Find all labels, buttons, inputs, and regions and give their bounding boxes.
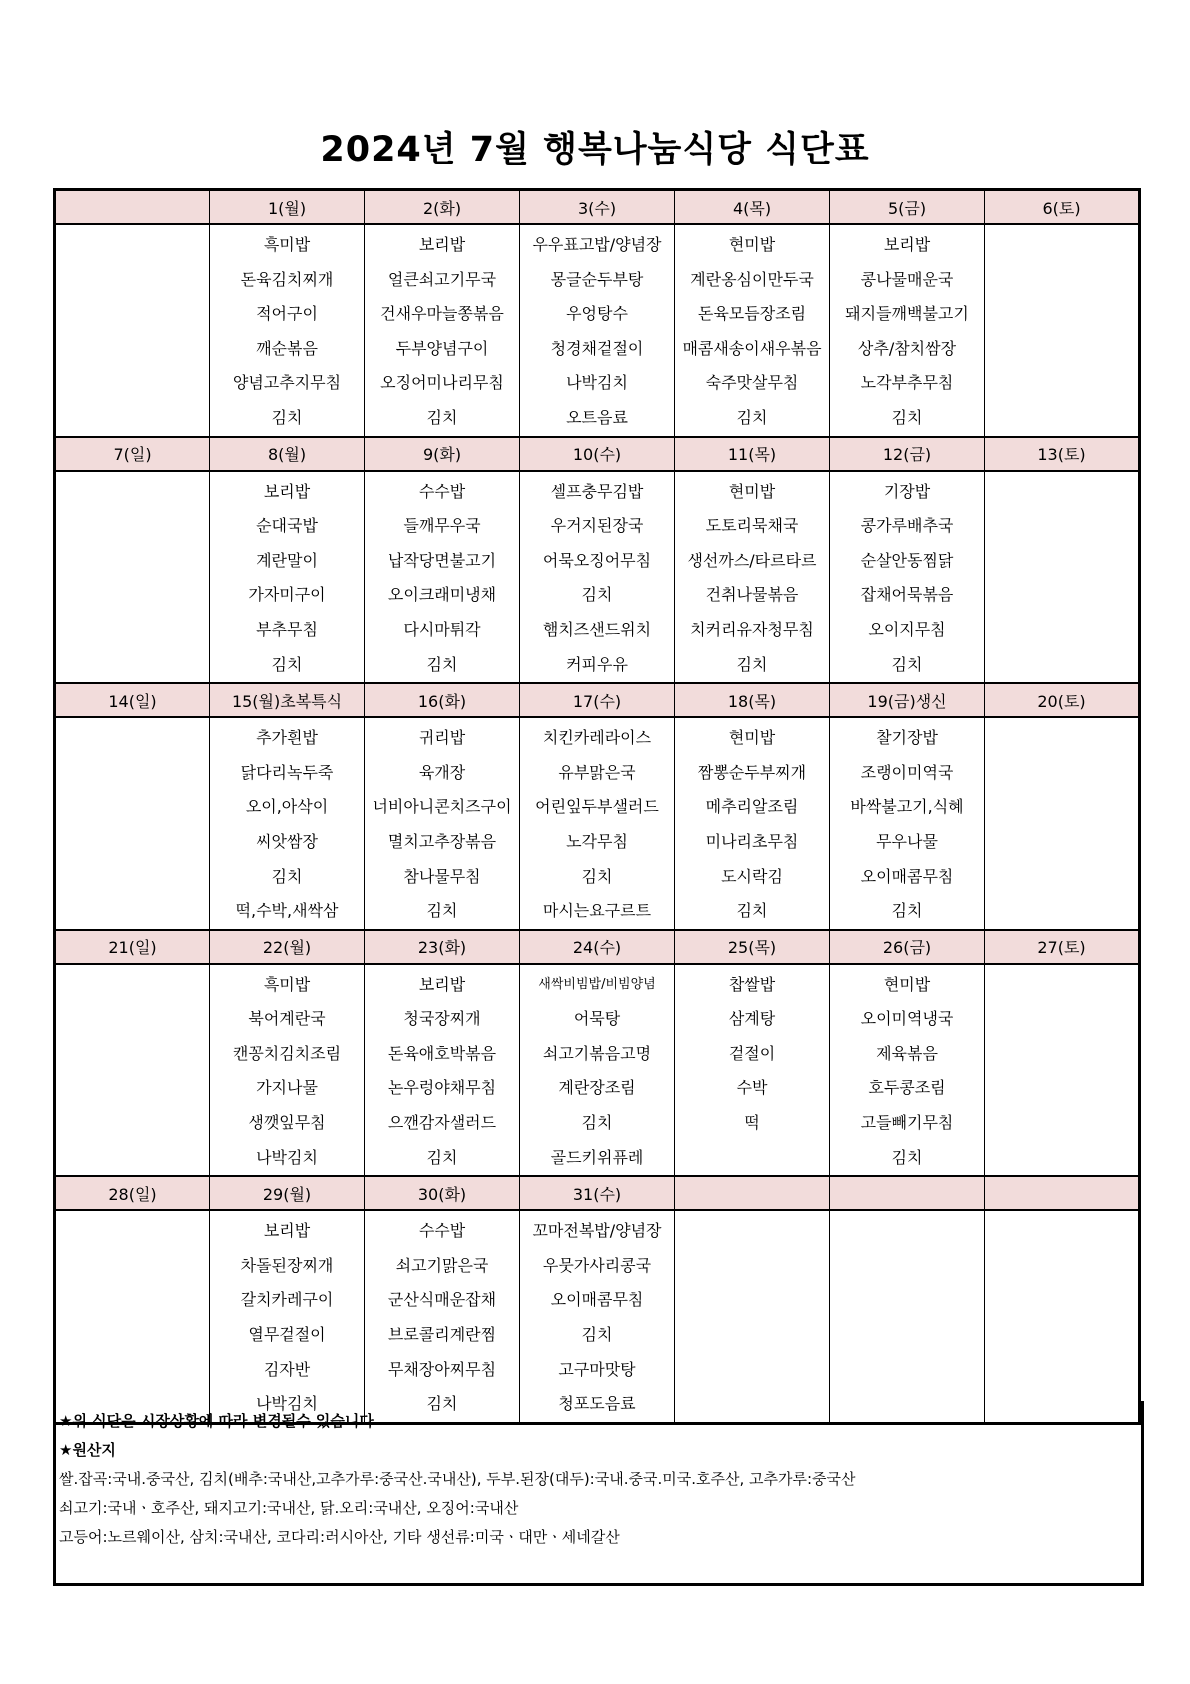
menu-item (675, 1214, 829, 1249)
menu-item (985, 1249, 1138, 1284)
menu-item: 무채장아찌무침 (387, 1359, 497, 1379)
menu-item: 김치 (581, 1113, 613, 1133)
menu-item: 치킨카레라이스 (542, 728, 652, 748)
menu-item: 수수밥 (418, 1221, 466, 1241)
menu-item: 오이지무침 (868, 619, 946, 639)
menu-item: 얼큰쇠고기무국 (387, 269, 497, 289)
menu-item (56, 297, 209, 332)
menu-item: 건취나물볶음 (705, 585, 799, 605)
menu-item (985, 968, 1138, 1003)
menu-item: 꼬마전복밥/양념장 (532, 1221, 662, 1241)
menu-item: 적어구이 (256, 304, 318, 324)
day-menu-cell (830, 964, 985, 1177)
menu-item: 부추무침 (256, 619, 318, 639)
day-menu-cell (520, 1210, 675, 1423)
menu-item: 생깻잎무침 (248, 1113, 326, 1133)
menu-item: 브로콜리계란찜 (387, 1325, 497, 1345)
menu-item: 수박 (736, 1078, 768, 1098)
menu-item: 멸치고추장볶음 (387, 831, 497, 851)
menu-item: 조랭이미역국 (860, 762, 954, 782)
menu-item: 차돌된장찌개 (240, 1255, 334, 1275)
menu-item (675, 1318, 829, 1353)
menu-item (830, 1318, 984, 1353)
day-label: 14(일) (55, 683, 210, 717)
day-label: 15(월)초복특식 (210, 683, 365, 717)
menu-item: 납작당면불고기 (387, 550, 497, 570)
menu-item: 찹쌀밥 (728, 974, 776, 994)
menu-item (675, 1141, 829, 1176)
menu-item: 돼지들깨백불고기 (845, 304, 969, 324)
notes-section (53, 1401, 1144, 1586)
day-label: 26(금) (830, 930, 985, 964)
menu-item: 김치 (426, 1147, 458, 1167)
menu-item: 다시마튀각 (403, 619, 481, 639)
menu-item: 현미밥 (728, 235, 776, 254)
menu-item: 나박김치 (256, 1147, 318, 1167)
menu-item: 골드키위퓨레 (550, 1147, 644, 1167)
menu-item (56, 894, 209, 929)
menu-item: 현미밥 (728, 728, 776, 748)
day-label: 31(수) (520, 1176, 675, 1210)
menu-item: 김치 (426, 654, 458, 674)
menu-item: 김치 (581, 866, 613, 886)
menu-item: 참나물무침 (403, 866, 481, 886)
menu-item (830, 1214, 984, 1249)
day-label: 13(토) (985, 437, 1140, 471)
menu-item: 깨순볶음 (256, 338, 318, 358)
menu-item: 김치 (271, 654, 303, 674)
menu-item: 계란장조림 (558, 1078, 636, 1098)
menu-item: 어묵오징어무침 (542, 550, 652, 570)
menu-item: 커피우유 (566, 654, 628, 674)
origin-line: 쇠고기:국내ㆍ호주산, 돼지고기:국내산, 닭.오리:국내산, 오징어:국내산 (59, 1499, 519, 1517)
menu-item: 김치 (581, 585, 613, 605)
menu-item (985, 756, 1138, 791)
menu-item (56, 1353, 209, 1388)
menu-item: 호두콩조림 (868, 1078, 946, 1098)
day-menu-cell (55, 471, 210, 684)
origin-title: ★원산지 (59, 1441, 116, 1459)
day-label: 19(금)생신 (830, 683, 985, 717)
menu-item (985, 648, 1138, 683)
menu-item: 돈육애호박볶음 (387, 1043, 497, 1063)
menu-item (985, 721, 1138, 756)
menu-item: 보리밥 (883, 235, 931, 254)
day-label: 7(일) (55, 437, 210, 471)
menu-item: 김치 (891, 901, 923, 921)
menu-item: 김치 (736, 407, 768, 427)
menu-item: 김치 (426, 901, 458, 921)
menu-item: 미나리초무침 (705, 831, 799, 851)
menu-item: 김치 (271, 407, 303, 427)
menu-item (56, 756, 209, 791)
day-menu-cell (365, 1210, 520, 1423)
day-menu-cell (985, 964, 1140, 1177)
menu-item (56, 544, 209, 579)
menu-item (985, 1037, 1138, 1072)
day-label (55, 190, 210, 225)
menu-item (56, 1037, 209, 1072)
day-label: 24(수) (520, 930, 675, 964)
menu-item (985, 1318, 1138, 1353)
day-menu-cell (675, 964, 830, 1177)
week-menu-row (55, 471, 1140, 684)
menu-item: 보리밥 (418, 235, 466, 254)
day-label: 11(목) (675, 437, 830, 471)
menu-item (675, 1353, 829, 1388)
menu-item (830, 1283, 984, 1318)
menu-item: 양념고추지무침 (232, 373, 342, 393)
menu-item: 어묵탕 (573, 1009, 621, 1029)
day-menu-cell (210, 1210, 365, 1423)
day-menu-cell (985, 1210, 1140, 1423)
origin-line: 쌀.잡곡:국내.중국산, 김치(배추:국내산,고추가루:중국산.국내산), 두부.된장(대두):국내.중국.미국.호주산, 고추가루:중국산 (59, 1470, 856, 1488)
menu-item (56, 401, 209, 436)
menu-item (985, 860, 1138, 895)
day-menu-cell (520, 964, 675, 1177)
day-label: 18(목) (675, 683, 830, 717)
menu-item: 마시는요구르트 (542, 901, 652, 921)
week-header-row (55, 190, 1140, 225)
day-label: 20(토) (985, 683, 1140, 717)
day-menu-cell (985, 471, 1140, 684)
day-menu-cell (210, 224, 365, 437)
day-label: 3(수) (520, 190, 675, 225)
menu-item: 김치 (736, 901, 768, 921)
menu-item: 오이,아삭이 (245, 797, 329, 817)
menu-item: 보리밥 (418, 974, 466, 994)
menu-item (56, 825, 209, 860)
menu-item (56, 613, 209, 648)
menu-item (56, 1318, 209, 1353)
menu-item (56, 475, 209, 510)
menu-item (985, 401, 1138, 436)
menu-item: 쇠고기볶음고명 (542, 1043, 652, 1063)
menu-item (56, 578, 209, 613)
menu-item (56, 509, 209, 544)
menu-item (985, 825, 1138, 860)
menu-item: 도시락김 (721, 866, 783, 886)
day-menu-cell (210, 717, 365, 930)
menu-item (985, 475, 1138, 510)
day-menu-cell (520, 471, 675, 684)
day-menu-cell (675, 1210, 830, 1423)
menu-item: 노각무침 (566, 831, 628, 851)
menu-item (830, 1249, 984, 1284)
menu-item: 가자미구이 (248, 585, 326, 605)
menu-item: 김자반 (263, 1359, 311, 1379)
notice-text: ★위 식단은 시장상황에 따라 변경될수 있습니다 (59, 1412, 374, 1430)
menu-item: 나박김치 (566, 373, 628, 393)
menu-item: 새싹비빔밥/비빔양념 (538, 976, 656, 992)
menu-item (675, 1283, 829, 1318)
menu-item: 우뭇가사리콩국 (542, 1255, 652, 1275)
menu-item: 짬뽕순두부찌개 (697, 762, 807, 782)
menu-item: 셀프충무김밥 (550, 481, 644, 501)
day-label: 2(화) (365, 190, 520, 225)
menu-item (56, 1249, 209, 1284)
page-title: 2024년 7월 행복나눔식당 식단표 (320, 130, 870, 170)
menu-item (985, 1214, 1138, 1249)
week-menu-row (55, 224, 1140, 437)
day-label: 6(토) (985, 190, 1140, 225)
menu-item (985, 1002, 1138, 1037)
day-menu-cell (830, 471, 985, 684)
day-menu-cell (55, 224, 210, 437)
day-menu-cell (55, 1210, 210, 1423)
menu-item (56, 228, 209, 263)
menu-item: 햄치즈샌드위치 (542, 619, 652, 639)
menu-item (830, 1353, 984, 1388)
day-menu-cell (55, 964, 210, 1177)
menu-item: 콩가루배추국 (860, 516, 954, 536)
menu-item (985, 332, 1138, 367)
menu-item: 청국장찌개 (403, 1009, 481, 1029)
menu-item (985, 1283, 1138, 1318)
menu-item: 잡채어묵볶음 (860, 585, 954, 605)
menu-item: 오징어미나리무침 (380, 373, 504, 393)
menu-item: 김치 (426, 407, 458, 427)
menu-item: 청포도음료 (558, 1394, 636, 1414)
day-menu-cell (830, 717, 985, 930)
menu-item: 김치 (891, 654, 923, 674)
day-menu-cell (675, 471, 830, 684)
day-label: 5(금) (830, 190, 985, 225)
menu-item: 메추리알조림 (705, 797, 799, 817)
menu-item: 매콤새송이새우볶음 (682, 338, 822, 358)
menu-item: 김치 (271, 866, 303, 886)
menu-item: 흑미밥 (263, 974, 311, 994)
menu-item: 닭다리녹두죽 (240, 762, 334, 782)
menu-item: 가지나물 (256, 1078, 318, 1098)
menu-item: 육개장 (418, 762, 466, 782)
menu-item: 청경채겉절이 (550, 338, 644, 358)
day-menu-cell (985, 717, 1140, 930)
menu-item: 갈치카레구이 (240, 1290, 334, 1310)
menu-item: 현미밥 (728, 481, 776, 501)
menu-item (675, 1249, 829, 1284)
menu-item: 오이미역냉국 (860, 1009, 954, 1029)
menu-item: 캔꽁치김치조림 (232, 1043, 342, 1063)
menu-item (985, 1353, 1138, 1388)
menu-item: 우엉탕수 (566, 304, 628, 324)
menu-item: 씨앗쌈장 (256, 831, 318, 851)
day-label (985, 1176, 1140, 1210)
menu-item: 들깨무우국 (403, 516, 481, 536)
menu-item (56, 968, 209, 1003)
menu-item: 치커리유자청무침 (690, 619, 814, 639)
menu-item (56, 648, 209, 683)
day-label: 1(월) (210, 190, 365, 225)
menu-item: 건새우마늘쫑볶음 (380, 304, 504, 324)
day-label: 27(토) (985, 930, 1140, 964)
menu-item (56, 1141, 209, 1176)
day-menu-cell (520, 717, 675, 930)
day-menu-cell (365, 224, 520, 437)
day-label: 8(월) (210, 437, 365, 471)
day-menu-cell (675, 717, 830, 930)
day-label (675, 1176, 830, 1210)
menu-item (985, 578, 1138, 613)
menu-item: 논우렁야채무침 (387, 1078, 497, 1098)
menu-item: 보리밥 (263, 481, 311, 501)
menu-item: 무우나물 (876, 831, 938, 851)
menu-item (985, 790, 1138, 825)
menu-item (56, 366, 209, 401)
menu-item: 북어계란국 (248, 1009, 326, 1029)
menu-item (985, 297, 1138, 332)
menu-item: 돈육김치찌개 (240, 269, 334, 289)
meal-plan-table (53, 188, 1141, 1425)
menu-item: 생선까스/타르타르 (687, 550, 817, 570)
menu-item: 찰기장밥 (876, 728, 938, 748)
menu-item (985, 613, 1138, 648)
day-menu-cell (210, 964, 365, 1177)
day-label: 17(수) (520, 683, 675, 717)
day-label: 25(목) (675, 930, 830, 964)
day-label: 30(화) (365, 1176, 520, 1210)
menu-item: 몽글순두부탕 (550, 269, 644, 289)
day-label: 28(일) (55, 1176, 210, 1210)
origin-line: 고등어:노르웨이산, 삼치:국내산, 코다리:러시아산, 기타 생선류:미국ㆍ대만ㆍ세네갈산 (59, 1528, 620, 1546)
menu-item: 순살안동찜닭 (860, 550, 954, 570)
menu-item: 수수밥 (418, 481, 466, 501)
day-label: 9(화) (365, 437, 520, 471)
day-label (830, 1176, 985, 1210)
day-menu-cell (985, 224, 1140, 437)
menu-item: 고구마맛탕 (558, 1359, 636, 1379)
week-header-row (55, 1176, 1140, 1210)
menu-item: 순대국밥 (256, 516, 318, 536)
menu-item (985, 228, 1138, 263)
menu-item: 열무겉절이 (248, 1325, 326, 1345)
menu-item: 상추/참치쌈장 (857, 338, 957, 358)
day-label: 16(화) (365, 683, 520, 717)
menu-item: 어린잎두부샐러드 (535, 797, 659, 817)
day-menu-cell (365, 717, 520, 930)
menu-item: 오트음료 (566, 407, 628, 427)
menu-item: 김치 (891, 1147, 923, 1167)
menu-item (56, 860, 209, 895)
day-label: 12(금) (830, 437, 985, 471)
week-menu-row (55, 717, 1140, 930)
menu-item: 고들빼기무침 (860, 1113, 954, 1133)
menu-item: 제육볶음 (876, 1043, 938, 1063)
menu-item (56, 1071, 209, 1106)
week-menu-row (55, 1210, 1140, 1423)
menu-item: 쇠고기맑은국 (395, 1255, 489, 1275)
menu-item: 오이매콤무침 (860, 866, 954, 886)
day-menu-cell (830, 1210, 985, 1423)
menu-item: 김치 (581, 1325, 613, 1345)
menu-item: 콩나물매운국 (860, 269, 954, 289)
menu-item (985, 366, 1138, 401)
menu-item (985, 1071, 1138, 1106)
day-menu-cell (210, 471, 365, 684)
menu-item: 추가흰밥 (256, 728, 318, 748)
menu-item: 나박김치 (256, 1394, 318, 1414)
menu-item: 너비아니콘치즈구이 (372, 797, 512, 817)
menu-item: 계란말이 (256, 550, 318, 570)
menu-item (985, 1141, 1138, 1176)
menu-item: 기장밥 (883, 481, 931, 501)
menu-item (985, 544, 1138, 579)
menu-item: 도토리묵채국 (705, 516, 799, 536)
week-header-row (55, 683, 1140, 717)
day-menu-cell (365, 964, 520, 1177)
menu-item: 떡 (744, 1113, 760, 1133)
menu-item: 돈육모듬장조림 (697, 304, 807, 324)
week-header-row (55, 437, 1140, 471)
day-label: 23(화) (365, 930, 520, 964)
menu-item: 오이크래미냉채 (387, 585, 497, 605)
menu-item: 군산식매운잡채 (387, 1290, 497, 1310)
menu-item (985, 894, 1138, 929)
menu-item: 두부양념구이 (395, 338, 489, 358)
menu-item (985, 1106, 1138, 1141)
menu-item (56, 1214, 209, 1249)
menu-item: 숙주맛살무침 (705, 373, 799, 393)
day-menu-cell (365, 471, 520, 684)
menu-item: 흑미밥 (263, 235, 311, 254)
menu-item: 계란옹심이만두국 (690, 269, 814, 289)
menu-item: 우우표고밥/양념장 (532, 235, 662, 254)
menu-item: 노각부추무침 (860, 373, 954, 393)
day-label: 22(월) (210, 930, 365, 964)
day-menu-cell (830, 224, 985, 437)
menu-item: 김치 (891, 407, 923, 427)
menu-item: 떡,수박,새싹삼 (235, 901, 339, 921)
menu-item (56, 790, 209, 825)
menu-item (56, 332, 209, 367)
week-header-row (55, 930, 1140, 964)
menu-item (56, 263, 209, 298)
menu-item (56, 721, 209, 756)
menu-item: 삼계탕 (728, 1009, 776, 1029)
menu-item: 겉절이 (728, 1043, 776, 1063)
menu-item: 유부맑은국 (558, 762, 636, 782)
menu-item (56, 1283, 209, 1318)
menu-item: 오이매콤무침 (550, 1290, 644, 1310)
menu-item: 귀리밥 (418, 728, 466, 748)
menu-item: 김치 (426, 1394, 458, 1414)
day-menu-cell (55, 717, 210, 930)
menu-item: 김치 (736, 654, 768, 674)
menu-item (56, 1106, 209, 1141)
menu-item (985, 509, 1138, 544)
menu-item: 바싹불고기,식혜 (850, 797, 964, 817)
day-label: 4(목) (675, 190, 830, 225)
menu-item: 보리밥 (263, 1221, 311, 1241)
week-menu-row (55, 964, 1140, 1177)
menu-item: 으깬감자샐러드 (387, 1113, 497, 1133)
day-menu-cell (675, 224, 830, 437)
menu-item: 우거지된장국 (550, 516, 644, 536)
day-label: 10(수) (520, 437, 675, 471)
day-label: 29(월) (210, 1176, 365, 1210)
menu-item: 현미밥 (883, 974, 931, 994)
menu-item (56, 1002, 209, 1037)
menu-item (985, 263, 1138, 298)
day-menu-cell (520, 224, 675, 437)
day-label: 21(일) (55, 930, 210, 964)
